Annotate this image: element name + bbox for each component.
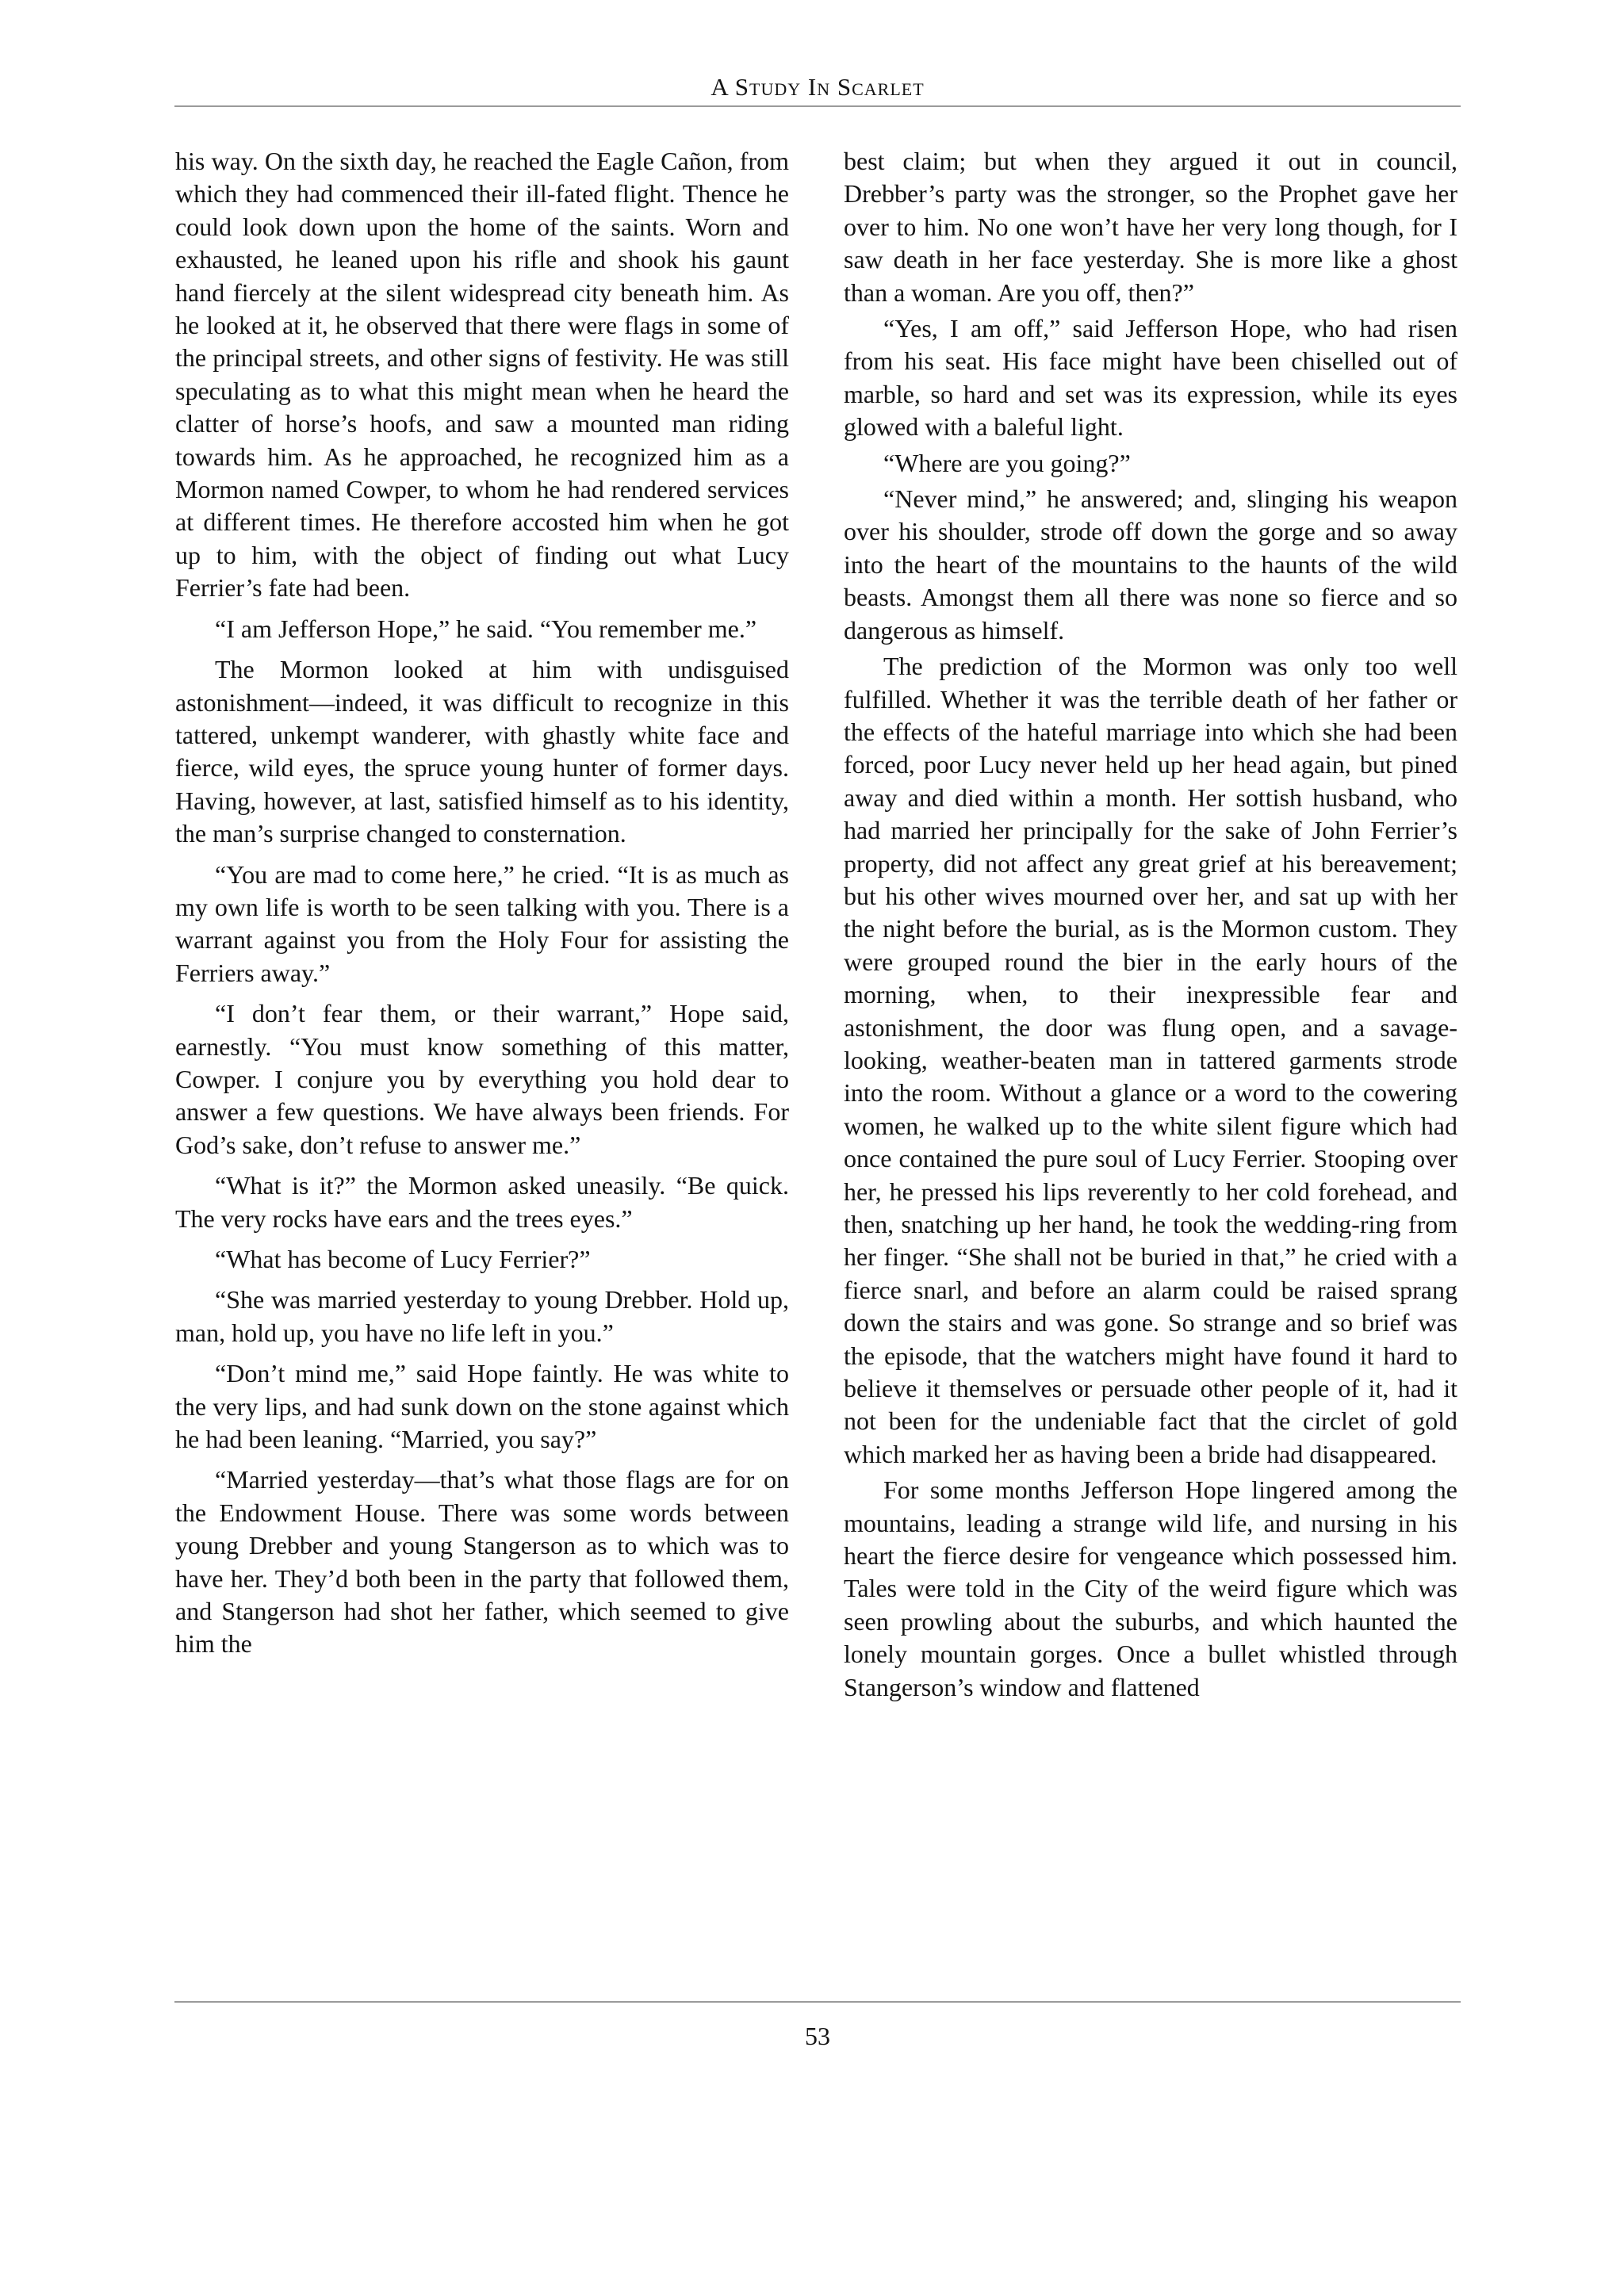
paragraph: “You are mad to come here,” he cried. “It is as much as my own life is worth to be seen talking with you. There is a warrant against you from the Holy Four for assisting the Ferriers away.” (175, 859, 789, 987)
left-column (175, 145, 789, 1661)
header-rule (174, 105, 1461, 107)
paragraph: his way. On the sixth day, he reached the Eagle Cañon, from which they had commenced their ill-fated flight. Thence he could look down upon the home of the saints. Worn and exhausted, he leaned upon his rifle and shook his gaunt hand fiercely at the silent widespread city beneath him. As he looked at it, he observed that there were flags in some of the principal streets, and other signs of festivity. He was still speculating as to what this might mean when he heard the clatter of horse’s hoofs, and saw a mounted man riding towards him. As he approached, he recognized him as a Mormon named Cowper, to whom he had rendered services at different times. He therefore accosted him when he got up to him, with the object of finding out what Lucy Ferrier’s fate had been. (175, 147, 789, 603)
paragraph: “What is it?” the Mormon asked uneasily. “Be quick. The very rocks have ears and the trees eyes.” (175, 1171, 789, 1233)
paragraph: “Where are you going?” (883, 448, 1131, 477)
paragraph: best claim; but when they argued it out in council, Drebber’s party was the stronger, so the Prophet gave her over to him. No one won’t have her very long though, for I saw death in her face yesterday. She is more like a ghost than a woman. Are you off, then?” (844, 147, 1457, 307)
footer-rule (174, 2001, 1461, 2003)
paragraph: “Don’t mind me,” said Hope faintly. He was white to the very lips, and had sunk down on the stone against which he had been leaning. “Married, you say?” (175, 1359, 789, 1454)
paragraph: “I am Jefferson Hope,” he said. “You remember me.” (215, 614, 757, 643)
page-number: 53 (805, 2022, 830, 2050)
paragraph: “I don’t fear them, or their warrant,” Hope said, earnestly. “You must know something of this matter, Cowper. I conjure you by everything you hold dear to answer a few questions. We have always been friends. For God’s sake, don’t refuse to answer me.” (175, 999, 789, 1159)
paragraph: “Married yesterday—that’s what those flags are for on the Endowment House. There was some words between young Drebber and young Stangerson as to which was to have her. They’d both been in the party that followed them, and Stangerson had shot her father, which seemed to give him the (175, 1465, 789, 1659)
running-title: A Study In Scarlet (710, 73, 925, 101)
paragraph: “What has become of Lucy Ferrier?” (215, 1245, 591, 1273)
paragraph: The Mormon looked at him with undisguised astonishment—indeed, it was difficult to recognize in this tattered, unkempt wanderer, with ghastly white face and fierce, wild eyes, the spruce young hunter of former days. Having, however, at last, satisfied himself as to his identity, the man’s surprise changed to consternation. (175, 655, 789, 848)
paragraph: “Never mind,” he answered; and, slinging his weapon over his shoulder, strode off down the gorge and so away into the heart of the mountains to the haunts of the wild beasts. Amongst them all there was none so fierce and so dangerous as himself. (844, 484, 1457, 645)
paragraph: The prediction of the Mormon was only too well fulfilled. Whether it was the terrible death of her father or the effects of the hateful marriage into which she had been forced, poor Lucy never held up her head again, but pined away and died within a month. Her sottish husband, who had married her principally for the sake of John Ferrier’s property, did not affect any great grief at his bereavement; but his other wives mourned over her, and sat up with her the night before the burial, as is the Mormon custom. They were grouped round the bier in the early hours of the morning, when, to their inexpressible fear and astonishment, the door was flung open, and a savage-looking, weather-beaten man in tattered garments strode into the room. Without a glance or a word to the cowering women, he walked up to the white silent figure which had once contained the pure soul of Lucy Ferrier. Stooping over her, he pressed his lips reverently to her cold forehead, and then, snatching up her hand, he took the wedding-ring from her finger. “She shall not be buried in that,” he cried with a fierce snarl, and before an alarm could be raised sprang down the stairs and was gone. So strange and so brief was the episode, that the watchers might have found it hard to believe it themselves or persuade other people of it, had it not been for the undeniable fact that the circlet of gold which marked her as having been a bride had disappeared. (844, 652, 1457, 1468)
paragraph: “Yes, I am off,” said Jefferson Hope, who had risen from his seat. His face might have been chiselled out of marble, so hard and set was its expression, while its eyes glowed with a baleful light. (844, 314, 1457, 442)
paragraph: For some months Jefferson Hope lingered among the mountains, leading a strange wild life, and nursing in his heart the fierce desire for vengeance which possessed him. Tales were told in the City of the weird figure which was seen prowling about the suburbs, and which haunted the lonely mountain gorges. Once a bullet whistled through Stangerson’s window and flattened (844, 1475, 1457, 1701)
paragraph: “She was married yesterday to young Drebber. Hold up, man, hold up, you have no life left in you.” (175, 1285, 789, 1347)
right-column (844, 145, 1457, 1704)
